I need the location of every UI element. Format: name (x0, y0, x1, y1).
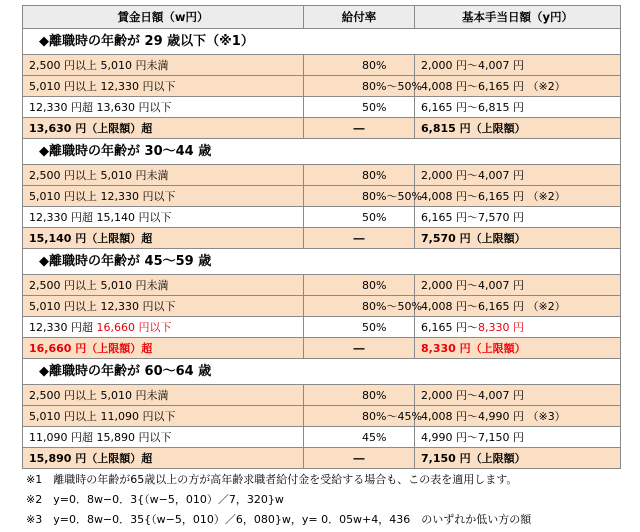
benefit-table (22, 5, 621, 469)
section-title: ◆離職時の年齢が 30～44 歳 (23, 139, 621, 165)
daily-cell: 2,000 円～4,007 円 (415, 385, 621, 406)
footnote-1: ※1 離職時の年齢が65歳以上の方が高年齢求職者給付金を受給する場合も、この表を適用します。 (26, 473, 518, 486)
table-row (23, 76, 621, 97)
footnote-2: ※2 y=0．8w−0．3{（w−5，010）／7，320}w (26, 493, 284, 506)
limit-row (23, 228, 621, 249)
wage-cell: 5,010 円以上 12,330 円以下 (23, 76, 304, 97)
wage-upper-highlight: 16,660 円以下 (96, 320, 172, 334)
daily-limit-cell: 8,330 円（上限額） (415, 338, 621, 359)
rate-cell: ― (304, 448, 415, 469)
table-row (23, 385, 621, 406)
wage-lower-text: 12,330 円超 (29, 320, 97, 334)
header-wage: 賃金日額（w円） (23, 6, 304, 29)
rate-cell: 80% (304, 55, 415, 76)
daily-cell: 4,990 円～7,150 円 (415, 427, 621, 448)
wage-cell: 2,500 円以上 5,010 円未満 (23, 55, 304, 76)
wage-limit-cell: 16,660 円（上限額）超 (23, 338, 304, 359)
rate-cell: 80% (304, 385, 415, 406)
table-row (23, 427, 621, 448)
wage-cell: 12,330 円超 15,140 円以下 (23, 207, 304, 228)
table-row (23, 97, 621, 118)
rate-cell: 50% (304, 317, 415, 338)
table-row (23, 296, 621, 317)
rate-cell: 45% (304, 427, 415, 448)
wage-limit-cell: 13,630 円（上限額）超 (23, 118, 304, 139)
section-title: ◆離職時の年齢が 29 歳以下（※1） (23, 29, 621, 55)
daily-cell: 6,165 円～6,815 円 (415, 97, 621, 118)
table-row (23, 207, 621, 228)
daily-cell: 4,008 円～4,990 円 （※3） (415, 406, 621, 427)
section-title-row (23, 29, 621, 55)
section-title-row (23, 139, 621, 165)
daily-lower-text: 6,165 円～ (421, 320, 478, 334)
rate-cell: ― (304, 228, 415, 249)
daily-cell: 6,165 円～7,570 円 (415, 207, 621, 228)
table-row (23, 165, 621, 186)
table-header-row (23, 6, 621, 29)
wage-cell: 12,330 円超 13,630 円以下 (23, 97, 304, 118)
rate-cell: 80%～50% (304, 186, 415, 207)
wage-cell: 2,500 円以上 5,010 円未満 (23, 275, 304, 296)
footnote-3: ※3 y=0．8w−0．35{（w−5，010）／6，080}w，y= 0．05w+4，436 のいずれか低い方の額 (26, 513, 532, 526)
daily-cell: 4,008 円～6,165 円 （※2） (415, 296, 621, 317)
rate-cell: 80% (304, 275, 415, 296)
daily-limit-cell: 7,570 円（上限額） (415, 228, 621, 249)
rate-cell: 50% (304, 97, 415, 118)
wage-cell: 11,090 円超 15,890 円以下 (23, 427, 304, 448)
wage-limit-cell: 15,140 円（上限額）超 (23, 228, 304, 249)
rate-cell: 80%～50% (304, 296, 415, 317)
rate-cell: ― (304, 338, 415, 359)
daily-cell: 4,008 円～6,165 円 （※2） (415, 186, 621, 207)
section-title: ◆離職時の年齢が 60～64 歳 (23, 359, 621, 385)
section-title: ◆離職時の年齢が 45～59 歳 (23, 249, 621, 275)
rate-cell: ― (304, 118, 415, 139)
wage-cell: 5,010 円以上 12,330 円以下 (23, 296, 304, 317)
table-row (23, 55, 621, 76)
wage-cell: 2,500 円以上 5,010 円未満 (23, 165, 304, 186)
daily-limit-cell: 7,150 円（上限額） (415, 448, 621, 469)
footnotes (26, 470, 638, 530)
limit-row (23, 338, 621, 359)
daily-cell: 2,000 円～4,007 円 (415, 55, 621, 76)
wage-cell: 2,500 円以上 5,010 円未満 (23, 385, 304, 406)
wage-limit-cell: 15,890 円（上限額）超 (23, 448, 304, 469)
rate-cell: 80%～50% (304, 76, 415, 97)
daily-cell: 4,008 円～6,165 円 （※2） (415, 76, 621, 97)
daily-cell: 2,000 円～4,007 円 (415, 165, 621, 186)
table-row (23, 317, 621, 338)
wage-cell: 5,010 円以上 12,330 円以下 (23, 186, 304, 207)
rate-cell: 50% (304, 207, 415, 228)
header-daily: 基本手当日額（y円） (415, 6, 621, 29)
table-row (23, 186, 621, 207)
limit-row (23, 118, 621, 139)
daily-upper-highlight: 8,330 円 (478, 320, 524, 334)
daily-cell: 2,000 円～4,007 円 (415, 275, 621, 296)
table-row (23, 275, 621, 296)
wage-cell (23, 317, 304, 338)
rate-cell: 80%～45% (304, 406, 415, 427)
section-title-row (23, 359, 621, 385)
wage-cell: 5,010 円以上 11,090 円以下 (23, 406, 304, 427)
table-row (23, 406, 621, 427)
daily-cell (415, 317, 621, 338)
header-rate: 給付率 (304, 6, 415, 29)
section-title-row (23, 249, 621, 275)
limit-row (23, 448, 621, 469)
rate-cell: 80% (304, 165, 415, 186)
daily-limit-cell: 6,815 円（上限額） (415, 118, 621, 139)
